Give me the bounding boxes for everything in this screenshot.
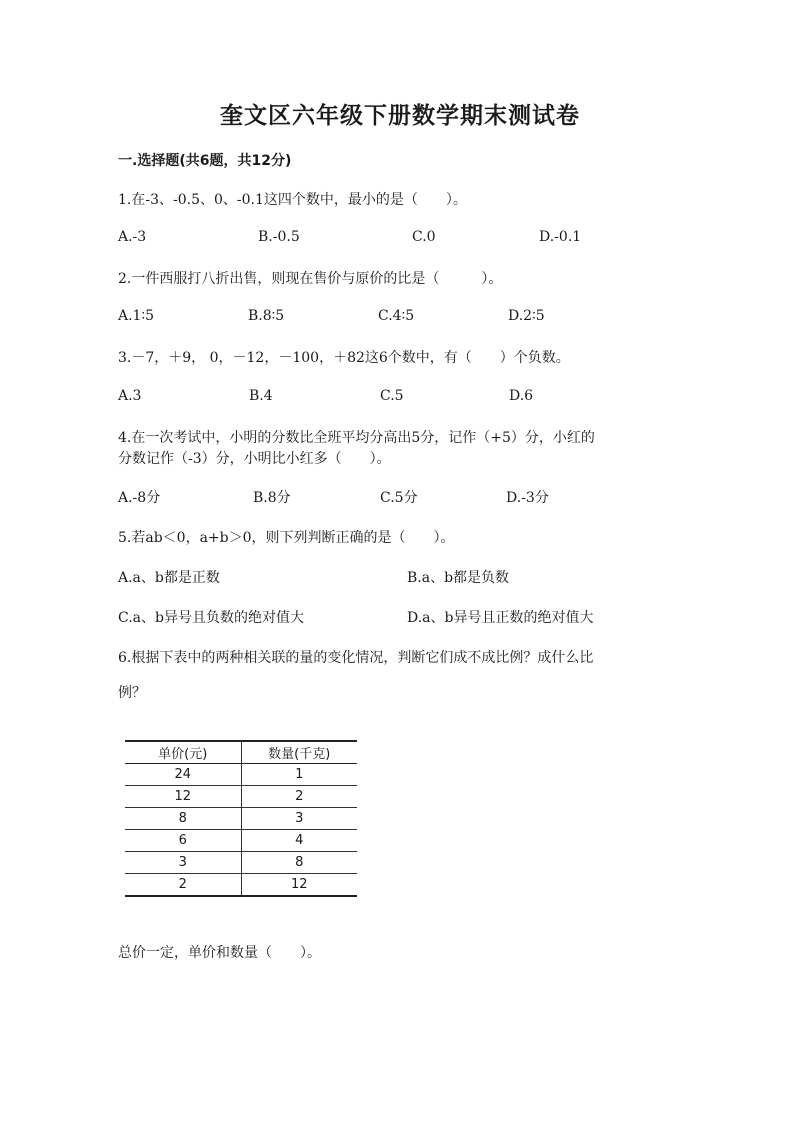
question-6-text-line-1: 6.根据下表中的两种相关联的量的变化情况，判断它们成不成比例？成什么比	[118, 650, 594, 666]
question-2-text: 2.一件西服打八折出售，则现在售价与原价的比是（ ）。	[118, 271, 503, 287]
table-cell: 2	[125, 874, 241, 897]
q2-option-c[interactable]: C.4∶5	[378, 308, 415, 324]
header-unit-price: 单价(元)	[125, 741, 241, 764]
q4-option-b[interactable]: B.8分	[253, 490, 291, 506]
q4-option-c[interactable]: C.5分	[380, 490, 418, 506]
page-title: 奎文区六年级下册数学期末测试卷	[220, 103, 580, 129]
table-cell: 24	[125, 764, 241, 786]
q1-option-d[interactable]: D.-0.1	[539, 229, 582, 245]
table-cell: 4	[241, 830, 357, 852]
q1-option-a[interactable]: A.-3	[118, 229, 147, 245]
q3-option-b[interactable]: B.4	[249, 388, 273, 404]
question-6-text-line-2: 例？	[118, 685, 146, 701]
table-cell: 1	[241, 764, 357, 786]
table-row	[125, 852, 357, 874]
table-row	[125, 808, 357, 830]
q1-option-b[interactable]: B.-0.5	[258, 229, 300, 245]
table-cell: 3	[125, 852, 241, 874]
q5-option-c[interactable]: C.a、b异号且负数的绝对值大	[118, 610, 304, 626]
question-5-text: 5.若ab＜0，a+b＞0，则下列判断正确的是（ ）。	[118, 530, 455, 546]
q2-option-a[interactable]: A.1∶5	[118, 308, 155, 324]
table-cell: 12	[241, 874, 357, 897]
table-cell: 6	[125, 830, 241, 852]
header-quantity: 数量(千克)	[241, 741, 357, 764]
q3-option-d[interactable]: D.6	[509, 388, 534, 404]
table-cell: 2	[241, 786, 357, 808]
question-6-footer: 总价一定，单价和数量（ ）。	[118, 945, 321, 961]
section-heading: 一.选择题(共6题，共12分)	[118, 153, 292, 169]
q1-option-c[interactable]: C.0	[412, 229, 436, 245]
q4-option-d[interactable]: D.-3分	[506, 490, 549, 506]
question-4-text-line-1: 4.在一次考试中，小明的分数比全班平均分高出5分，记作（+5）分，小红的	[118, 430, 595, 446]
q4-option-a[interactable]: A.-8分	[118, 490, 161, 506]
q5-option-b[interactable]: B.a、b都是负数	[407, 570, 510, 586]
question-4-text-line-2: 分数记作（-3）分，小明比小红多（ ）。	[118, 451, 391, 467]
q3-option-a[interactable]: A.3	[118, 388, 142, 404]
table-cell: 8	[125, 808, 241, 830]
q2-option-d[interactable]: D.2∶5	[508, 308, 545, 324]
q5-option-a[interactable]: A.a、b都是正数	[118, 570, 220, 586]
table-header-row	[125, 741, 357, 764]
table-row	[125, 830, 357, 852]
table-row	[125, 764, 357, 786]
q5-option-d[interactable]: D.a、b异号且正数的绝对值大	[407, 610, 594, 626]
q2-option-b[interactable]: B.8∶5	[248, 308, 285, 324]
q3-option-c[interactable]: C.5	[380, 388, 404, 404]
table-row	[125, 786, 357, 808]
table-cell: 3	[241, 808, 357, 830]
table-cell: 8	[241, 852, 357, 874]
question-3-text: 3.－7，＋9， 0，－12，－100，＋82这6个数中，有（ ）个负数。	[118, 350, 570, 366]
table-cell: 12	[125, 786, 241, 808]
table-row	[125, 874, 357, 897]
question-1-text: 1.在-3、-0.5、0、-0.1这四个数中，最小的是（ ）。	[118, 192, 467, 208]
price-quantity-table	[125, 740, 357, 897]
